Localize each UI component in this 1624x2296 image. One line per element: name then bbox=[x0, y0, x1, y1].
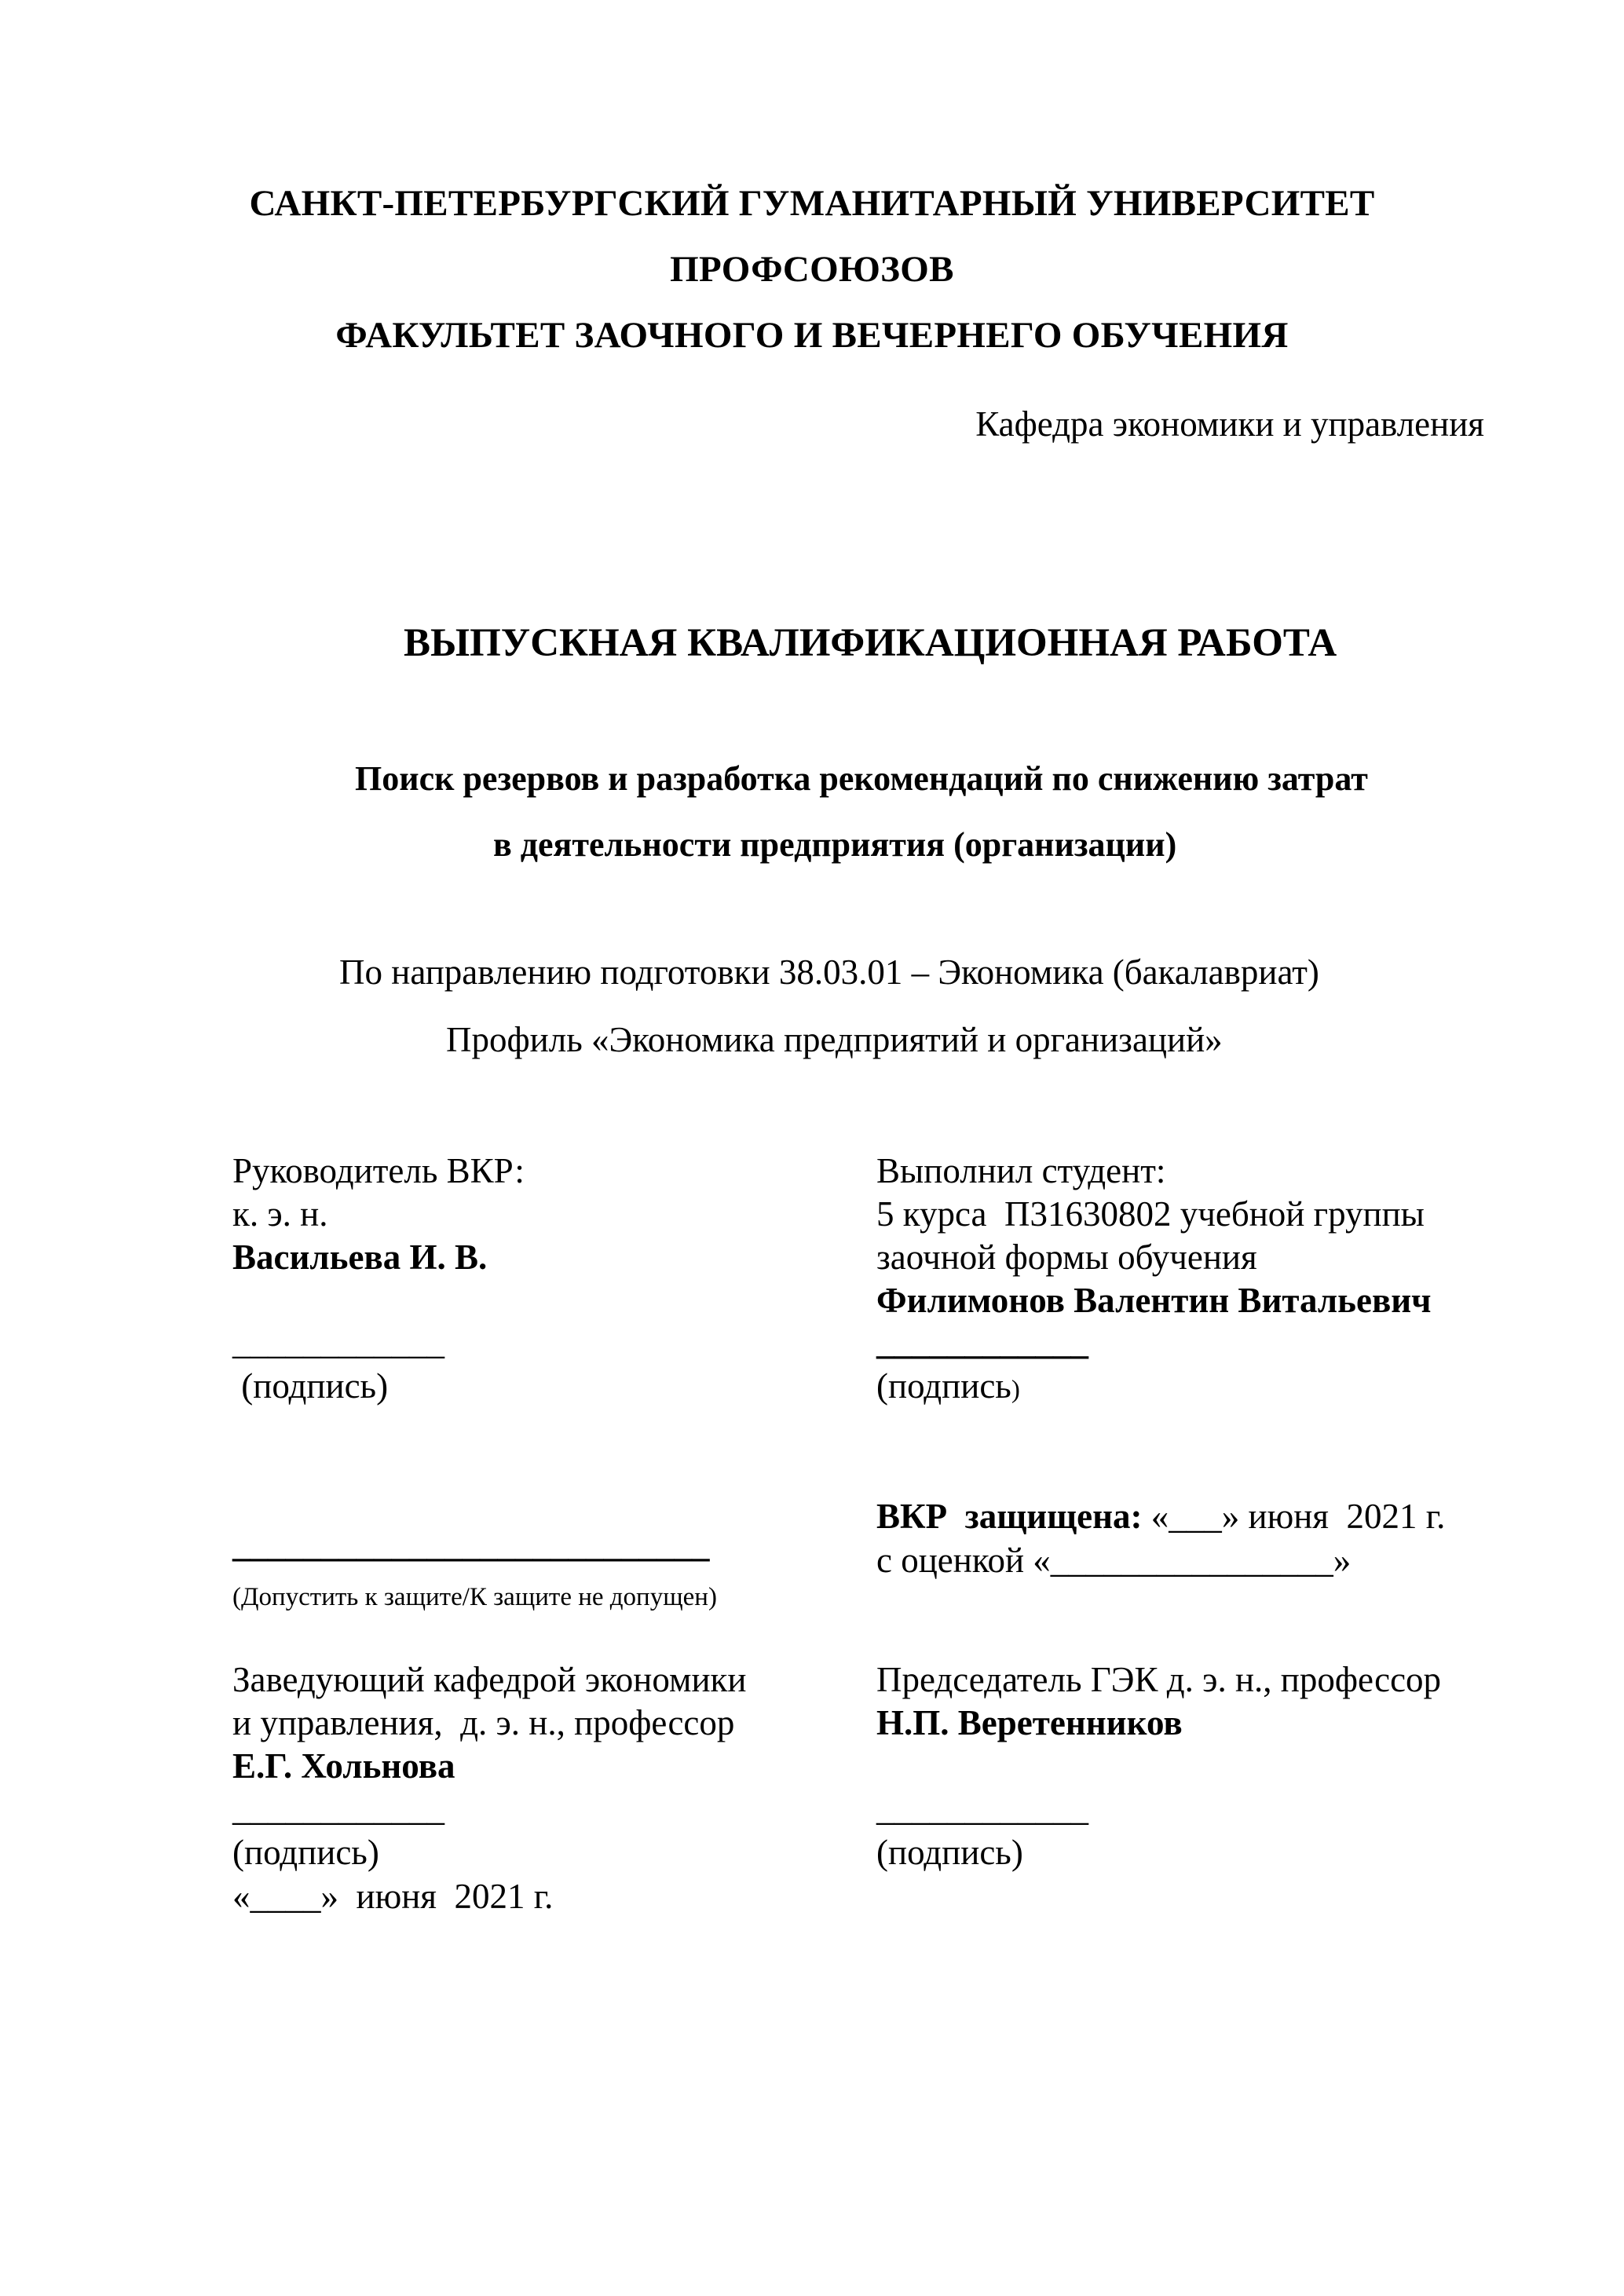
student-signature-caption-end: ) bbox=[1011, 1376, 1020, 1404]
defense-grade: с оценкой «________________» bbox=[876, 1541, 1352, 1580]
study-direction: По направлению подготовки 38.03.01 – Экономика (бакалавриат) bbox=[339, 952, 1319, 992]
student-signature-caption-wrap bbox=[876, 1365, 1020, 1412]
department-name: Кафедра экономики и управления bbox=[975, 404, 1484, 444]
chairman-signature-line: ____________ bbox=[876, 1789, 1088, 1828]
student-block bbox=[876, 1150, 1432, 1322]
supervisor-block bbox=[232, 1150, 525, 1279]
student-course-group: 5 курса П31630802 учебной группы bbox=[876, 1194, 1425, 1234]
student-signature-caption: (подпись bbox=[876, 1366, 1011, 1406]
admission-decision-caption: (Допустить к защите/К защите не допущен) bbox=[232, 1583, 717, 1611]
faculty-name: ФАКУЛЬТЕТ ЗАОЧНОГО И ВЕЧЕРНЕГО ОБУЧЕНИЯ bbox=[335, 315, 1289, 356]
head-name: Е.Г. Хольнова bbox=[232, 1746, 455, 1786]
head-signature-date: «____» июня 2021 г. bbox=[232, 1877, 554, 1916]
university-name-line2: ПРОФСОЮЗОВ bbox=[670, 249, 954, 290]
supervisor-signature-caption: (подпись) bbox=[232, 1366, 389, 1406]
supervisor-degree: к. э. н. bbox=[232, 1194, 328, 1234]
student-label: Выполнил студент: bbox=[876, 1151, 1166, 1190]
defense-date: «___» июня 2021 г. bbox=[1142, 1497, 1446, 1536]
defense-label: ВКР защищена: bbox=[876, 1497, 1143, 1536]
head-signature-caption: (подпись) bbox=[232, 1833, 379, 1872]
chairman-block bbox=[876, 1658, 1441, 1745]
student-study-form: заочной формы обучения bbox=[876, 1238, 1257, 1277]
supervisor-signature-line: ____________ bbox=[232, 1322, 444, 1362]
chairman-title: Председатель ГЭК д. э. н., профессор bbox=[876, 1660, 1442, 1699]
supervisor-name: Васильева И. В. bbox=[232, 1238, 488, 1277]
study-profile: Профиль «Экономика предприятий и организаций» bbox=[446, 1020, 1223, 1059]
admission-decision-line: ___________________________ bbox=[232, 1525, 710, 1564]
chairman-signature-caption: (подпись) bbox=[876, 1833, 1023, 1872]
supervisor-label: Руководитель ВКР: bbox=[232, 1151, 525, 1190]
head-title-line2: и управления, д. э. н., профессор bbox=[232, 1703, 735, 1742]
work-type-title: ВЫПУСКНАЯ КВАЛИФИКАЦИОННАЯ РАБОТА bbox=[404, 621, 1337, 665]
topic-line1: Поиск резервов и разработка рекомендаций по снижению затрат bbox=[355, 759, 1368, 798]
defense-status bbox=[876, 1495, 1445, 1538]
head-signature-line: ____________ bbox=[232, 1789, 444, 1828]
topic-line2: в деятельности предприятия (организации) bbox=[493, 825, 1177, 864]
head-title-line1: Заведующий кафедрой экономики bbox=[232, 1660, 747, 1699]
student-signature-line: ____________ bbox=[876, 1322, 1088, 1362]
student-name: Филимонов Валентин Витальевич bbox=[876, 1281, 1432, 1320]
chairman-name: Н.П. Веретенников bbox=[876, 1703, 1183, 1742]
university-name-line1: САНКТ-ПЕТЕРБУРГСКИЙ ГУМАНИТАРНЫЙ УНИВЕРСИТЕТ bbox=[249, 183, 1375, 224]
head-of-department-block bbox=[232, 1658, 747, 1788]
